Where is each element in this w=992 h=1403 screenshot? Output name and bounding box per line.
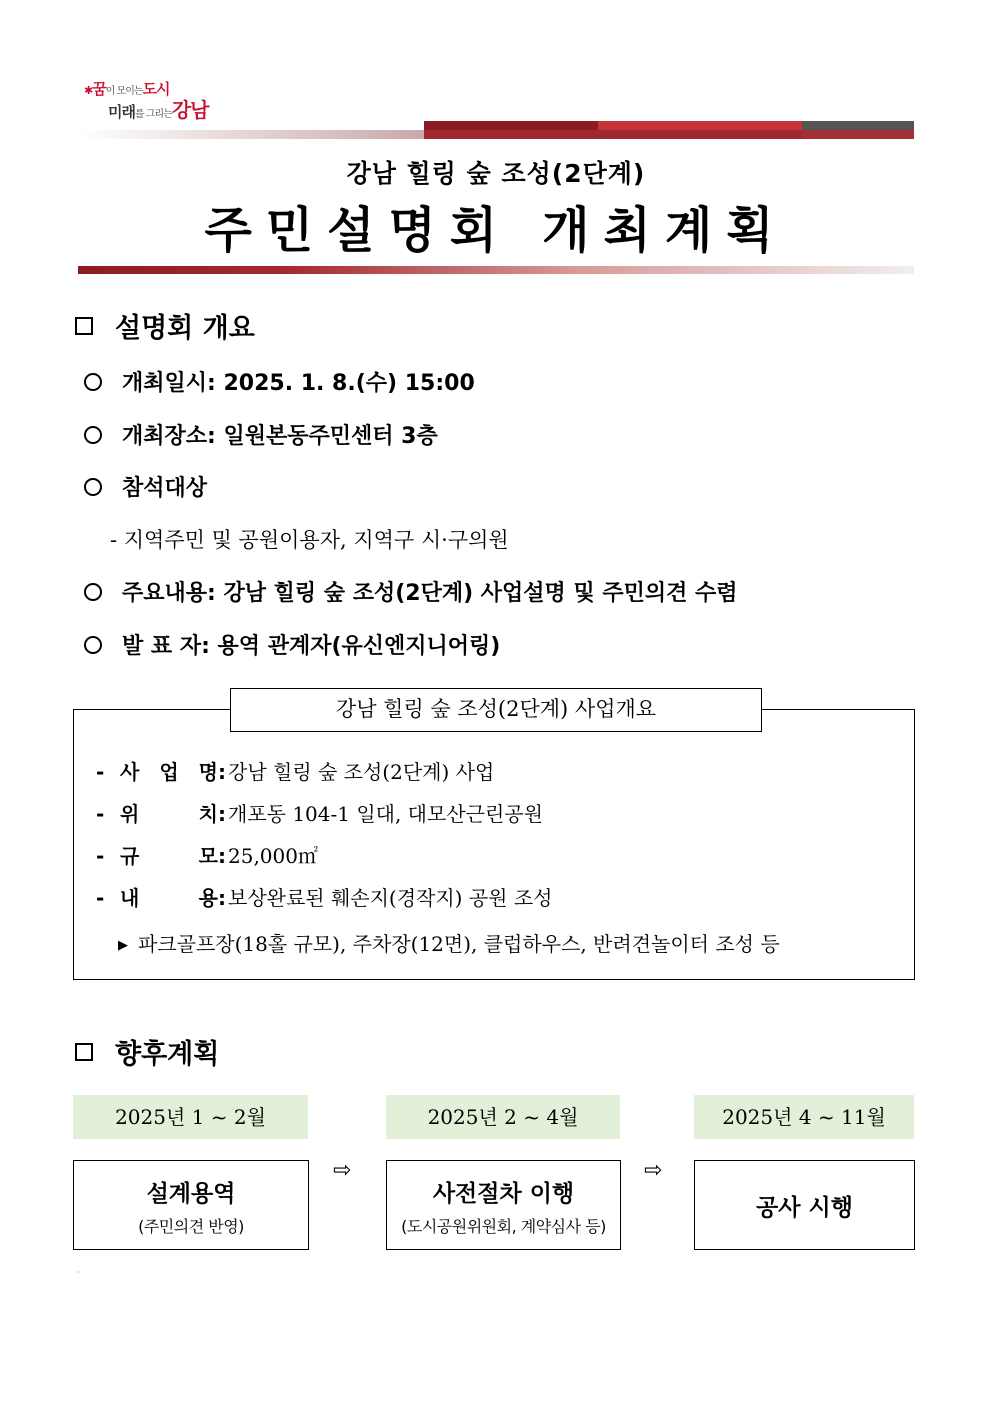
logo-text: 강남 bbox=[171, 98, 209, 122]
header-bottom-bar bbox=[78, 266, 914, 274]
item-label: 개최일시: 2025. 1. 8.(수) 15:00 bbox=[122, 371, 475, 396]
project-facilities bbox=[118, 928, 780, 957]
label-char: 모: bbox=[198, 844, 226, 868]
square-bullet-icon bbox=[75, 317, 93, 335]
stage-3-box bbox=[694, 1160, 915, 1250]
circle-bullet-icon bbox=[84, 636, 102, 654]
row-dash: - bbox=[96, 802, 105, 826]
overview-item-content bbox=[84, 576, 738, 607]
stage-1-note: (주민의견 반영) bbox=[138, 1217, 244, 1236]
row-label bbox=[120, 882, 226, 911]
document-subtitle: 강남 힐링 숲 조성(2단계) bbox=[346, 159, 646, 188]
logo-text: 꿈 bbox=[92, 80, 106, 98]
overview-item-datetime bbox=[84, 366, 475, 397]
row-dash: - bbox=[96, 844, 105, 868]
label-char: 사 bbox=[120, 760, 140, 784]
logo-text: 를 그리는 bbox=[134, 109, 172, 120]
logo-text: 이 모이는 bbox=[105, 86, 143, 97]
section-overview-heading bbox=[75, 306, 255, 345]
section-title: 설명회 개요 bbox=[115, 313, 255, 344]
row-dash: - bbox=[96, 760, 105, 784]
stage-1-date: 2025년 1 ~ 2월 bbox=[73, 1095, 308, 1139]
circle-bullet-icon bbox=[84, 478, 102, 496]
label-char: 명: bbox=[198, 760, 226, 784]
label-char: 업 bbox=[159, 760, 179, 784]
project-row-location bbox=[96, 798, 543, 827]
triangle-bullet-icon: ▶ bbox=[118, 938, 128, 953]
square-bullet-icon bbox=[75, 1043, 93, 1061]
row-dash: - bbox=[96, 886, 105, 910]
footer-mark: · bbox=[77, 1268, 80, 1277]
stage-3-date: 2025년 4 ~ 11월 bbox=[694, 1095, 914, 1139]
stage-2-title: 사전절차 이행 bbox=[432, 1181, 575, 1207]
overview-item-presenter bbox=[84, 629, 500, 660]
label-char: 치: bbox=[198, 802, 226, 826]
item-label: 참석대상 bbox=[122, 476, 208, 501]
facilities-text: 파크골프장(18홀 규모), 주차장(12면), 클럽하우스, 반려견놀이터 조성 등 bbox=[138, 932, 780, 956]
row-value: 25,000㎡ bbox=[228, 844, 318, 868]
overview-item-attendees bbox=[84, 471, 207, 502]
row-value: 보상완료된 훼손지(경작지) 공원 조성 bbox=[228, 886, 553, 910]
stage-1-box bbox=[73, 1160, 309, 1250]
arrow-right-icon: ⇨ bbox=[333, 1158, 352, 1183]
header-top-bar bbox=[78, 121, 914, 139]
attendees-detail: - 지역주민 및 공원이용자, 지역구 시·구의원 bbox=[110, 528, 509, 552]
row-value: 강남 힐링 숲 조성(2단계) 사업 bbox=[228, 760, 495, 784]
item-label: 주요내용: 강남 힐링 숲 조성(2단계) 사업설명 및 주민의견 수렴 bbox=[122, 581, 738, 606]
overview-item-venue bbox=[84, 419, 438, 450]
row-value: 개포동 104-1 일대, 대모산근린공원 bbox=[228, 802, 543, 826]
logo-star-icon: ✱ bbox=[84, 84, 93, 97]
project-row-scale bbox=[96, 840, 318, 869]
circle-bullet-icon bbox=[84, 373, 102, 391]
project-overview-title: 강남 힐링 숲 조성(2단계) 사업개요 bbox=[230, 688, 762, 732]
project-row-content bbox=[96, 882, 552, 911]
label-char: 용: bbox=[198, 886, 226, 910]
section-schedule-heading bbox=[75, 1032, 219, 1071]
row-label bbox=[120, 840, 226, 869]
stage-1-title: 설계용역 bbox=[146, 1181, 236, 1207]
arrow-right-icon: ⇨ bbox=[644, 1158, 663, 1183]
circle-bullet-icon bbox=[84, 583, 102, 601]
label-char: 규 bbox=[120, 844, 140, 868]
stage-2-box bbox=[386, 1160, 621, 1250]
stage-2-date: 2025년 2 ~ 4월 bbox=[386, 1095, 620, 1139]
logo-line-2 bbox=[108, 94, 208, 123]
row-label bbox=[120, 756, 226, 785]
stage-2-note: (도시공원위원회, 계약심사 등) bbox=[401, 1217, 606, 1236]
project-row-name bbox=[96, 756, 494, 785]
item-label: 개최장소: 일원본동주민센터 3층 bbox=[122, 424, 438, 449]
item-label: 발 표 자: 용역 관계자(유신엔지니어링) bbox=[122, 634, 501, 659]
row-label bbox=[120, 798, 226, 827]
stage-3-title: 공사 시행 bbox=[756, 1195, 853, 1221]
label-char: 위 bbox=[120, 802, 140, 826]
label-char: 내 bbox=[120, 886, 140, 910]
section-title: 향후계획 bbox=[115, 1039, 220, 1070]
logo-text: 도시 bbox=[142, 80, 170, 98]
circle-bullet-icon bbox=[84, 426, 102, 444]
document-title: 주민설명회 개최계획 bbox=[204, 202, 788, 259]
logo-text: 미래 bbox=[108, 103, 135, 121]
